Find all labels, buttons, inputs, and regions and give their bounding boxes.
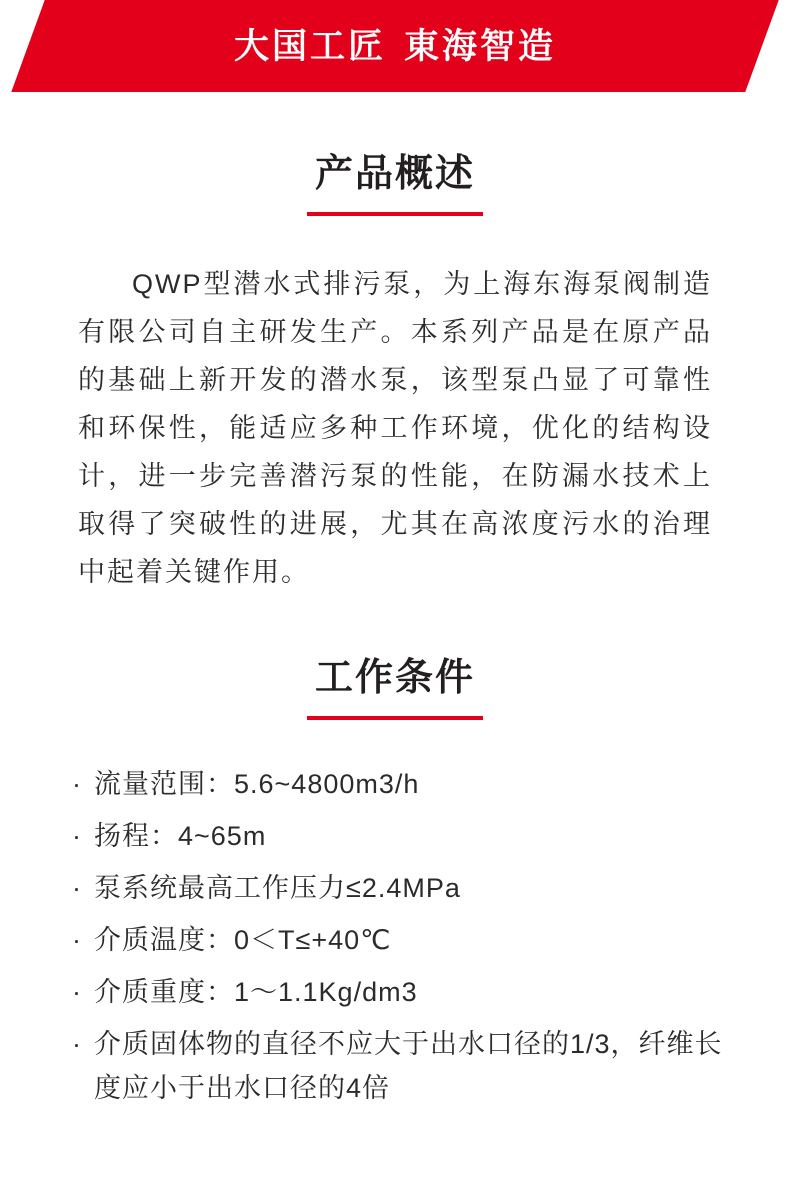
section-overview bbox=[0, 154, 790, 596]
banner-title-right: 東海智造 bbox=[404, 26, 557, 66]
list-item-text: 泵系统最高工作压力≤2.4MPa bbox=[94, 872, 461, 903]
conditions-heading bbox=[0, 658, 790, 720]
list-item-text: 介质固体物的直径不应大于出水口径的1/3，纤维长度应小于出水口径的4倍 bbox=[94, 1028, 723, 1103]
list-item bbox=[72, 762, 750, 806]
conditions-title-rule bbox=[307, 716, 483, 720]
bullet-dot: · bbox=[72, 768, 82, 799]
banner-inner bbox=[0, 0, 790, 92]
list-item bbox=[72, 814, 750, 858]
bullet-dot: · bbox=[72, 924, 82, 955]
list-item bbox=[72, 918, 750, 962]
spacer-after-banner bbox=[0, 92, 790, 154]
list-item-text: 介质温度：0＜T≤+40℃ bbox=[94, 924, 392, 955]
overview-title-rule bbox=[307, 212, 483, 216]
header-banner bbox=[0, 0, 790, 92]
banner-title-left: 大国工匠 bbox=[233, 26, 386, 66]
conditions-list bbox=[0, 762, 790, 1110]
bullet-dot: · bbox=[72, 820, 82, 851]
overview-title: 产品概述 bbox=[314, 153, 475, 195]
list-item bbox=[72, 1022, 750, 1110]
list-item bbox=[72, 866, 750, 910]
overview-heading bbox=[0, 154, 790, 216]
overview-paragraph: QWP型潜水式排污泵，为上海东海泵阀制造有限公司自主研发生产。本系列产品是在原产品的基础上新开发的潜水泵，该型泵凸显了可靠性和环保性，能适应多种工作环境，优化的结构设计，进一步完善潜污泵的性能，在防漏水技术上取得了突破性的进展，尤其在高浓度污水的治理中起着关键作用。 bbox=[78, 268, 712, 587]
spacer-between-sections bbox=[0, 596, 790, 658]
list-item-text: 流量范围：5.6~4800m3/h bbox=[94, 768, 420, 799]
list-item-text: 扬程：4~65m bbox=[94, 820, 267, 851]
banner-title bbox=[233, 26, 557, 66]
list-item bbox=[72, 970, 750, 1014]
list-item-text: 介质重度：1～1.1Kg/dm3 bbox=[94, 976, 418, 1007]
conditions-title: 工作条件 bbox=[314, 656, 475, 699]
section-working-conditions bbox=[0, 658, 790, 1110]
bullet-dot: · bbox=[72, 872, 82, 903]
bullet-dot: · bbox=[72, 1028, 82, 1059]
bullet-dot: · bbox=[72, 976, 82, 1007]
